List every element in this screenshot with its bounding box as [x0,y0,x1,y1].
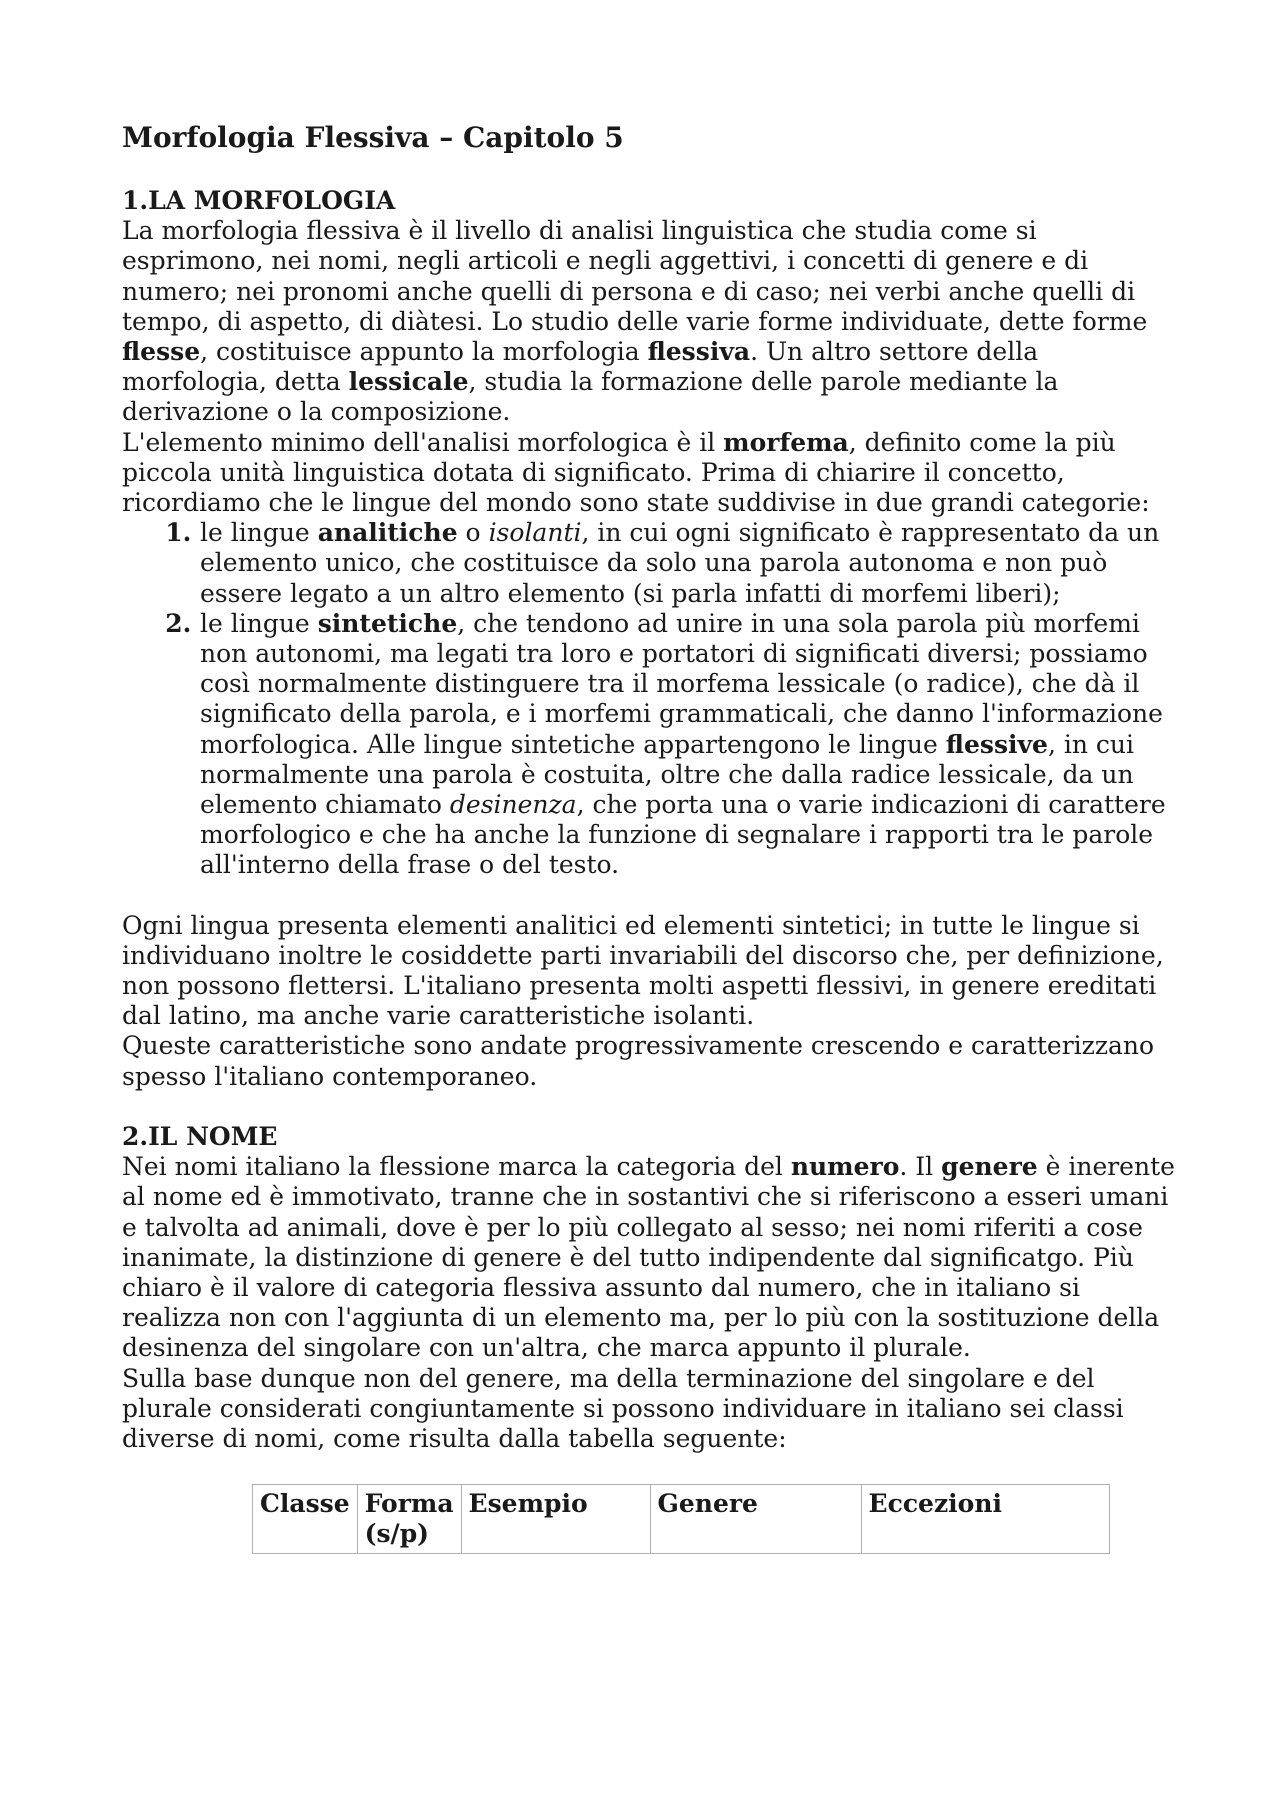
text-run: La morfologia flessiva è il livello di analisi linguistica che studia come si esprimono, nei nomi, negli articoli e negli aggettivi, i concetti di genere e di numero; nei pronomi anche quelli di persona e di caso; nei verbi anche quelli di tempo, di aspetto, di diàtesi. Lo studio delle varie forme individuate, dette forme [122,216,1148,336]
bold-term: flessiva [647,337,751,367]
paragraph [122,428,1182,519]
paragraph [122,911,1182,1032]
list-item [200,609,1182,881]
bold-term: analitiche [317,518,458,548]
text-run: , in cui ogni significato è rappresentato da un elemento unico, che costituisce da solo una parola autonoma e non può essere legato a un altro elemento (si parla infatti di morfemi liberi); [200,518,1160,608]
paragraph [122,216,1182,427]
section-heading-nome: 2.IL NOME [122,1121,278,1151]
paragraph [122,1152,1182,1363]
text-run: è inerente al nome ed è immotivato, tranne che in sostantivi che si riferiscono a esseri umani e talvolta ad animali, dove è per lo più collegato al sesso; nei nomi riferiti a cose inanimate, la distinzione di genere è del tutto indipendente dal significatgo. Più chiaro è il valore di categoria flessiva assunto dal numero, che in italiano si realizza non con l'aggiunta di un elemento ma, per lo più con la sostituzione della desinenza del singolare con un'altra, che marca appunto il plurale. [122,1152,1175,1363]
table-header-cell: Classe [253,1485,358,1554]
text-run: le lingue [200,518,318,548]
italic-term: isolanti [488,518,582,548]
bold-term: morfema [723,427,849,457]
table-header-row [253,1485,1110,1554]
italic-term: desinenza [449,790,577,820]
table-header-cell: Forma (s/p) [357,1485,461,1554]
bold-term: sintetiche [317,608,458,638]
page-title: Morfologia Flessiva – Capitolo 5 [122,121,624,154]
paragraph [122,1364,1182,1455]
text-run: Ogni lingua presenta elementi analitici ed elementi sintetici; in tutte le lingue si individuano inoltre le cosiddette parti invariabili del discorso che, per definizione, non possono flettersi. L'italiano presenta molti aspetti flessivi, in genere ereditati dal latino, ma anche varie caratteristiche isolanti. [122,910,1164,1031]
paragraph [122,1031,1182,1091]
list-item [200,518,1182,609]
noun-classes-table [252,1484,1110,1554]
text-run: L'elemento minimo dell'analisi morfologica è il [122,427,724,457]
text-run: Queste caratteristiche sono andate progressivamente crescendo e caratterizzano spesso l'italiano contemporaneo. [122,1031,1155,1091]
text-run: . Un altro settore della morfologia, detta [122,337,1039,397]
spacer [122,881,1182,911]
text-run: , studia la formazione delle parole mediante la derivazione o la composizione. [122,367,1059,427]
table-header-cell: Eccezioni [861,1485,1109,1554]
bold-term: numero [790,1152,900,1182]
text-run: , in cui normalmente una parola è costuita, oltre che dalla radice lessicale, da un elemento chiamato [200,729,1134,820]
table-header-cell: Genere [650,1485,861,1554]
text-run: , costituisce appunto la morfologia [200,337,648,367]
text-run: . Il [899,1152,942,1182]
text-run: Sulla base dunque non del genere, ma della terminazione del singolare e del plurale considerati congiuntamente si possono individuare in italiano sei classi diverse di nomi, come risulta dalla tabella seguente: [122,1363,1124,1453]
text-run: o [457,518,489,548]
bold-term: flesse [122,337,201,367]
bold-term: genere [941,1152,1038,1182]
bold-term: flessive [945,729,1048,759]
text-run: le lingue [200,608,318,638]
text-run: , definito come la più piccola unità linguistica dotata di significato. Prima di chiarire il concetto, ricordiamo che le lingue del mondo sono state suddivise in due grandi categorie: [122,427,1150,518]
bold-term: lessicale [348,367,469,397]
table-header-cell: Esempio [461,1485,650,1554]
document-page [122,118,1182,1554]
languages-list [122,518,1182,880]
text-run: , che tendono ad unire in una sola parola più morfemi non autonomi, ma legati tra loro e portatori di significati diversi; possiamo così normalmente distinguere tra il morfema lessicale (o radice), che dà il significato della parola, e i morfemi grammaticali, che danno l'informazione morfologica. Alle lingue sintetiche appartengono le lingue [200,608,1163,759]
text-run: Nei nomi italiano la flessione marca la categoria del [122,1152,791,1182]
text-run: , che porta una o varie indicazioni di carattere morfologico e che ha anche la funzione di segnalare i rapporti tra le parole all'interno della frase o del testo. [200,790,1166,880]
section-heading-morfologia: 1.LA MORFOLOGIA [122,186,396,215]
spacer [122,1092,1182,1122]
